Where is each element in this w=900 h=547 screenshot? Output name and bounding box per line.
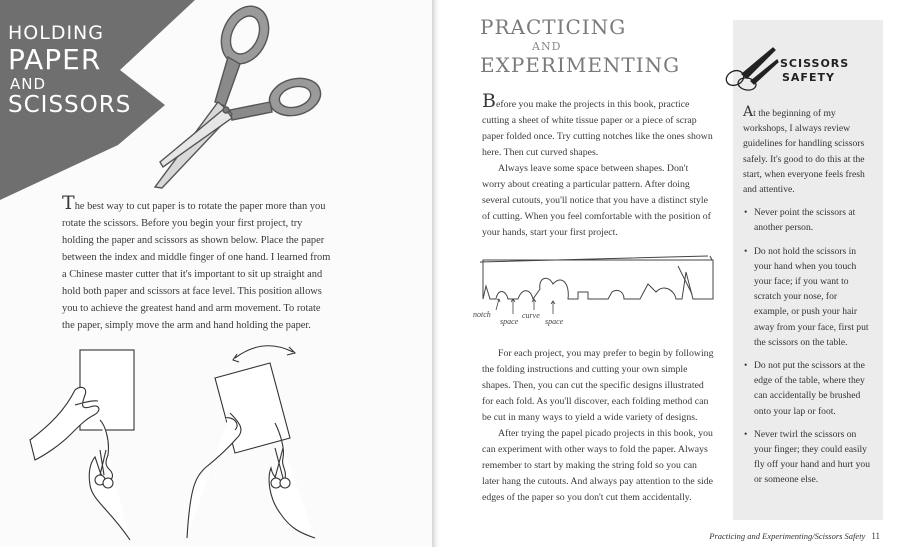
list-item: • Never point the scissors at another person. (743, 205, 871, 235)
label-space-1: space (500, 317, 519, 326)
right-page-title: PRACTICING AND EXPERIMENTING (480, 15, 681, 77)
hands-rotating-paper-illustration (175, 338, 340, 543)
scissors-icon (721, 44, 781, 92)
hands-holding-paper-illustration (20, 345, 160, 545)
left-intro-text: The best way to cut paper is to rotate the paper more than you rotate the scissors. Before you begin your first project, try holding the paper and scissors as shown below. Place the paper between the index and middle finger of one hand. I learned from a Chinese master cutter that it's important to sit up straight and hold both paper and scissors at face level. This position allows you to achieve the greatest hand and arm movement. To rotate the paper, simply move the arm and hand holding the paper. (62, 192, 331, 331)
page-number: 11 (871, 531, 880, 541)
right-intro-text: Before you make the projects in this book, practice cutting a sheet of white tissue paper or a piece of scrap paper folded once. Try cutting notches like the ones shown here. Then cut curved shapes. Always leave some space between shapes. Don't worry about creating a particular pattern. After doing several cutouts, you'll notice that you have a distinct style of cutting. When you feel comfortable with the position of your hands, start your first project. (482, 90, 713, 238)
label-space-2: space (545, 317, 564, 326)
rotate-arrow-icon (235, 346, 293, 358)
label-notch: notch (473, 310, 491, 319)
page-footer: Practicing and Experimenting/Scissors Safety 11 (709, 531, 880, 541)
list-item: • Do not hold the scissors in your hand when you touch your face; if you want to scratch your nose, for example, or push your hair away from your face, first put the scissors on the table. (743, 244, 871, 350)
left-page-title: HOLDING PAPER AND SCISSORS (8, 22, 132, 118)
list-item: • Do not put the scissors at the edge of the table, where they can accidentally be brushed onto your lap or foot. (743, 358, 871, 419)
list-item: • Never twirl the scissors on your finger; they could easily fly off your hand and hurt you or someone else. (743, 427, 871, 488)
book-gutter (432, 0, 440, 547)
right-body-text: For each project, you may prefer to begin by following the folding instructions and cutting your own simple shapes. Then, you can cut the specific designs illustrated for each fold. As you'll discover, each folding method can be cut in many ways to yield a wide variety of designs. After trying the papel picado projects in this book, you can experiment with other ways to fold the paper. Always remember to start by making the string fold so you can later hang the cutouts. And always pay attention to the side edges of the paper so you don't cut them accidentally. (482, 348, 714, 503)
safety-rules-list (743, 205, 871, 487)
sidebar-title: SCISSORS SAFETY (780, 57, 850, 84)
label-curve: curve (522, 311, 540, 320)
sidebar-text: At the beginning of my workshops, I always review guidelines for handling scissors safely. It's good to do this at the start, when everyone feels fresh and attentive. • Never point the scissors at another person. • Do not hold the scissors in your hand when you touch your face; if you want to scratch your nose, for example, or push your hair away from your face, first put the scissors on the table. • Do not put the scissors at the edge of the table, where they can accidentally be brushed onto your lap or foot. • Never twirl the scissors on your finger; they could easily fly off your hand and hurt you or someone else. (743, 106, 871, 488)
scissors-illustration (140, 2, 340, 192)
